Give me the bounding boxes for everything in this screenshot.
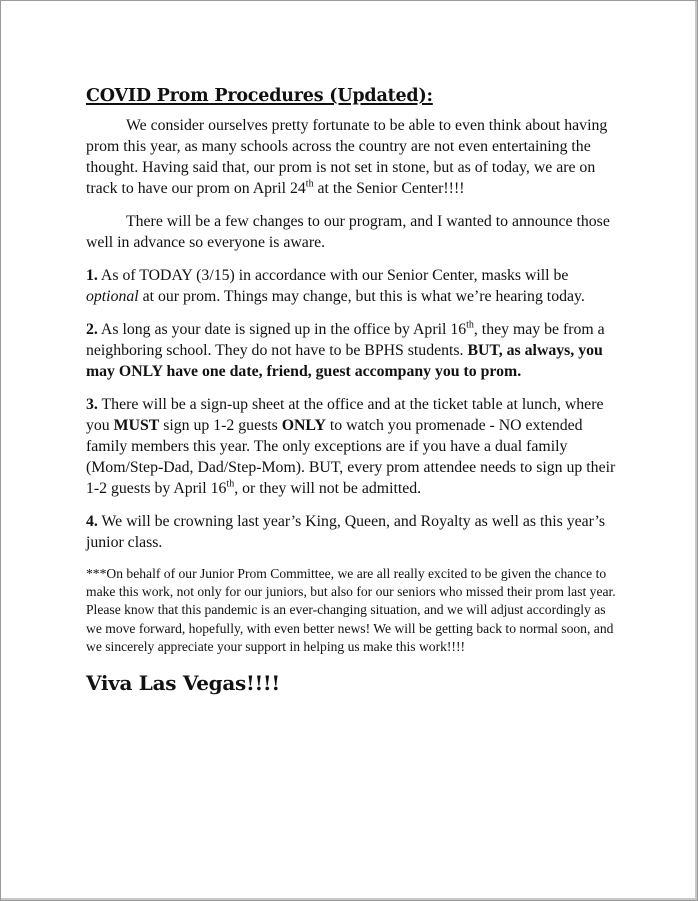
item-bold-must: MUST xyxy=(113,417,160,434)
item-bold-only: ONLY xyxy=(281,417,326,434)
item-text: , or they will not be admitted. xyxy=(234,480,422,497)
item-text: to watch you promenade - NO extended family members this year. The only exceptions are if you have a dual family (Mom/Step-Dad, Dad/Step-Mom). BUT, every prom attendee needs to sign up their 1-2 guests by April 16 xyxy=(86,417,616,497)
list-item-3 xyxy=(86,394,618,499)
list-item-1 xyxy=(86,265,618,307)
document-body xyxy=(86,85,618,696)
item-text: sign up 1-2 guests xyxy=(159,417,282,434)
committee-note: ***On behalf of our Junior Prom Committee, we are all really excited to be given the chance to make this work, not only for our juniors, but also for our seniors who missed their prom last year. Please know that this pandemic is an ever-changing situation, and we will adjust accordingly as we move forward, hopefully, with even better news! We will be getting back to normal soon, and we sincerely appreciate your support in helping us make this work!!!! xyxy=(86,566,616,654)
item-number: 3. xyxy=(86,396,98,413)
item-text: As long as your date is signed up in the office by April 16 xyxy=(97,321,467,338)
intro-paragraph-2: There will be a few changes to our program, and I wanted to announce those well in advance so everyone is aware. xyxy=(86,213,610,251)
item-number: 1. xyxy=(86,267,98,284)
item-bold-warning: BUT, as always, you may ONLY have one date, friend, guest accompany you to prom. xyxy=(86,342,603,380)
item-text: There will be a sign-up sheet at the office and at the ticket table at lunch, where you xyxy=(86,396,604,434)
intro-paragraph-1 xyxy=(86,115,618,199)
ordinal-superscript: th xyxy=(305,178,314,190)
page-title: COVID Prom Procedures (Updated): xyxy=(86,86,433,106)
item-number: 2. xyxy=(86,321,98,338)
item-text: , they may be from a neighboring school. They do not have to be BPHS students. xyxy=(86,321,605,359)
item-number: 4. xyxy=(86,513,98,530)
item-text: As of TODAY (3/15) in accordance with our Senior Center, masks will be xyxy=(97,267,569,284)
ordinal-superscript: th xyxy=(466,319,474,331)
ordinal-superscript: th xyxy=(226,478,235,490)
item-emphasis: optional xyxy=(86,288,139,305)
intro-text-a: We consider ourselves pretty fortunate to be able to even think about having prom this year, as many schools across the country are not even entertaining the thought. Having said that, our prom is not set in stone, but as of today, we are on track to have our prom on April 24 xyxy=(86,117,608,197)
list-item-4 xyxy=(86,511,618,553)
closing-line: Viva Las Vegas!!!! xyxy=(86,671,280,696)
item-text: at our prom. Things may change, but this is what we’re hearing today. xyxy=(138,288,585,305)
item-text: We will be crowning last year’s King, Queen, and Royalty as well as this year’s junior class. xyxy=(86,513,606,551)
list-item-2 xyxy=(86,319,618,382)
intro-text-b: at the Senior Center!!!! xyxy=(313,180,465,197)
